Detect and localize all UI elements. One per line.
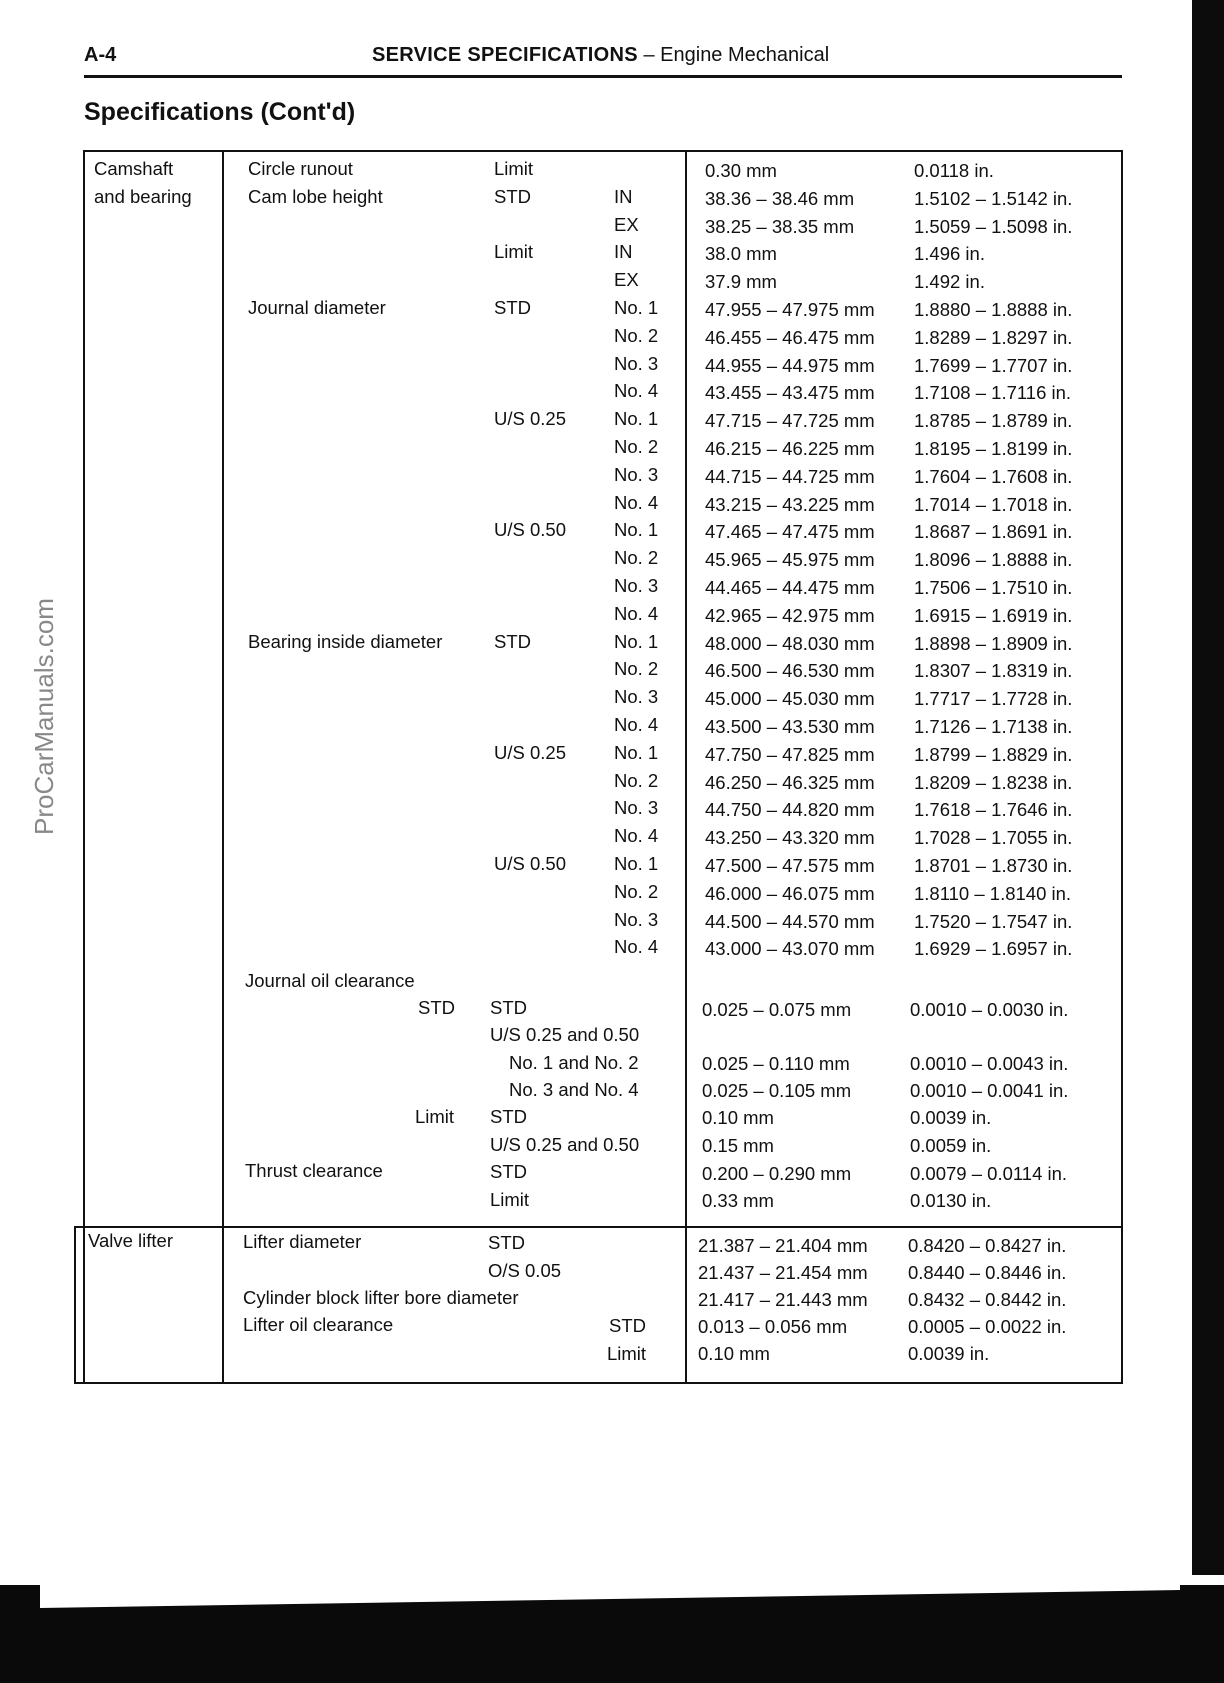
row-condition: STD [494,297,531,318]
oil-us-cond: U/S 0.25 and 0.50 [490,1024,640,1045]
row-sub: No. 2 [614,770,659,791]
lifter-oil-std-cond: STD [609,1315,646,1336]
table-left-border [83,150,85,1384]
lifter-os-mm: 21.437 – 21.454 mm [698,1262,868,1283]
oil-no12-cond: No. 1 and No. 2 [509,1052,639,1073]
row-value-in: 1.8799 – 1.8829 in. [914,744,1073,765]
row-sub: No. 4 [614,492,659,513]
row-sub: No. 3 [614,686,659,707]
lifter-oil-std-mm: 0.013 – 0.056 mm [698,1316,848,1337]
row-condition: U/S 0.25 [494,742,566,763]
row-value-mm: 43.215 – 43.225 mm [705,494,875,515]
row-value-in: 1.7126 – 1.7138 in. [914,716,1073,737]
row-value-mm: 43.250 – 43.320 mm [705,827,875,848]
oil-limit-std-in: 0.0039 in. [910,1107,992,1128]
row-sub: No. 1 [614,631,659,652]
row-sub: No. 4 [614,603,659,624]
row-value-mm: 46.000 – 46.075 mm [705,883,875,904]
row-value-mm: 45.000 – 45.030 mm [705,688,875,709]
row-value-in: 1.8701 – 1.8730 in. [914,855,1073,876]
table-right-border [1121,150,1123,1384]
row-value-mm: 47.715 – 47.725 mm [705,410,875,431]
oil-no34-cond: No. 3 and No. 4 [509,1079,639,1100]
scan-edge-bottom-lip [40,1560,1180,1608]
row-sub: IN [614,186,633,207]
row-value-mm: 44.715 – 44.725 mm [705,466,875,487]
table-left-border-lower [74,1226,76,1384]
row-value-mm: 45.965 – 45.975 mm [705,549,875,570]
row-value-in: 1.8289 – 1.8297 in. [914,327,1073,348]
watermark-text: ProCarManuals.com [29,598,59,835]
row-sub: IN [614,241,633,262]
header-rule [84,75,1122,78]
bore-diameter-title: Cylinder block lifter bore diameter [243,1287,519,1308]
row-sub: No. 3 [614,909,659,930]
lifter-std-cond: STD [488,1232,525,1253]
row-value-mm: 0.30 mm [705,160,777,181]
row-value-mm: 38.36 – 38.46 mm [705,188,855,209]
oil-no12-in: 0.0010 – 0.0043 in. [910,1053,1069,1074]
row-value-in: 1.7520 – 1.7547 in. [914,911,1073,932]
row-value-in: 1.8898 – 1.8909 in. [914,633,1073,654]
row-condition: STD [494,186,531,207]
row-value-in: 1.8785 – 1.8789 in. [914,410,1073,431]
row-sub: No. 4 [614,936,659,957]
thrust-limit-in: 0.0130 in. [910,1190,992,1211]
row-value-in: 1.6915 – 1.6919 in. [914,605,1073,626]
row-value-mm: 37.9 mm [705,271,777,292]
row-sub: No. 1 [614,519,659,540]
row-condition: Limit [494,241,534,262]
thrust-limit-mm: 0.33 mm [702,1190,774,1211]
lifter-oil-clearance-title: Lifter oil clearance [243,1314,394,1335]
row-value-mm: 44.955 – 44.975 mm [705,355,875,376]
row-sub: No. 4 [614,380,659,401]
row-value-in: 1.7604 – 1.7608 in. [914,466,1073,487]
oil-limit-std-cond: STD [490,1106,527,1127]
row-item: Cam lobe height [248,186,383,207]
row-item: Journal diameter [248,297,386,318]
row-sub: No. 2 [614,658,659,679]
row-sub: No. 2 [614,325,659,346]
row-value-mm: 46.215 – 46.225 mm [705,438,875,459]
row-value-mm: 46.455 – 46.475 mm [705,327,875,348]
row-value-mm: 43.455 – 43.475 mm [705,382,875,403]
row-value-in: 1.7014 – 1.7018 in. [914,494,1073,515]
thrust-std-mm: 0.200 – 0.290 mm [702,1163,852,1184]
oil-limit-label: Limit [415,1106,455,1127]
row-condition: U/S 0.50 [494,853,566,874]
row-sub: No. 3 [614,464,659,485]
thrust-std-in: 0.0079 – 0.0114 in. [910,1163,1068,1184]
section-title [372,44,829,67]
lifter-os-cond: O/S 0.05 [488,1260,562,1281]
row-value-mm: 47.465 – 47.475 mm [705,521,875,542]
oil-std-label: STD [418,997,455,1018]
row-value-in: 0.0118 in. [914,160,994,181]
valve-category: Valve lifter [88,1230,173,1251]
oil-limit-us-in: 0.0059 in. [910,1135,992,1156]
row-sub: No. 1 [614,297,659,318]
row-sub: No. 3 [614,575,659,596]
row-value-mm: 38.25 – 38.35 mm [705,216,855,237]
row-category: and bearing [94,186,192,207]
row-value-in: 1.5102 – 1.5142 in. [914,188,1073,209]
page-number: A-4 [84,44,117,66]
oil-std-mm: 0.025 – 0.075 mm [702,999,852,1020]
row-sub: No. 2 [614,436,659,457]
table-section-separator [74,1226,1123,1228]
row-value-in: 1.8195 – 1.8199 in. [914,438,1073,459]
table-divider-1 [222,150,224,1384]
lifter-oil-limit-mm: 0.10 mm [698,1343,770,1364]
table-divider-2 [685,150,687,1384]
row-sub: No. 1 [614,853,659,874]
oil-limit-us-mm: 0.15 mm [702,1135,774,1156]
oil-no34-in: 0.0010 – 0.0041 in. [910,1080,1069,1101]
lifter-os-in: 0.8440 – 0.8446 in. [908,1262,1067,1283]
row-value-in: 1.7618 – 1.7646 in. [914,799,1073,820]
row-value-in: 1.8307 – 1.8319 in. [914,660,1073,681]
row-value-in: 1.8096 – 1.8888 in. [914,549,1073,570]
scan-edge-bottom [0,1585,1224,1683]
row-value-in: 1.7108 – 1.7116 in. [914,382,1072,403]
oil-limit-us-cond: U/S 0.25 and 0.50 [490,1134,640,1155]
thrust-limit-cond: Limit [490,1189,530,1210]
oil-no12-mm: 0.025 – 0.110 mm [702,1053,850,1074]
row-condition: U/S 0.25 [494,408,566,429]
row-sub: EX [614,269,639,290]
thrust-std-cond: STD [490,1161,527,1182]
lifter-diameter-title: Lifter diameter [243,1231,362,1252]
row-value-in: 1.7717 – 1.7728 in. [914,688,1073,709]
oil-std-cond: STD [490,997,527,1018]
row-value-mm: 42.965 – 42.975 mm [705,605,875,626]
bore-diameter-mm: 21.417 – 21.443 mm [698,1289,868,1310]
row-value-in: 1.7699 – 1.7707 in. [914,355,1073,376]
table-bottom-border [74,1382,1123,1384]
page-subtitle: Specifications (Cont'd) [84,98,356,126]
section-title-bold: SERVICE SPECIFICATIONS [372,44,638,66]
bore-diameter-in: 0.8432 – 0.8442 in. [908,1289,1067,1310]
row-condition: U/S 0.50 [494,519,566,540]
row-value-mm: 44.750 – 44.820 mm [705,799,875,820]
row-value-mm: 44.465 – 44.475 mm [705,577,875,598]
row-value-in: 1.6929 – 1.6957 in. [914,938,1073,959]
row-value-mm: 38.0 mm [705,243,777,264]
row-item: Bearing inside diameter [248,631,443,652]
row-sub: No. 3 [614,797,659,818]
lifter-oil-limit-cond: Limit [607,1343,647,1364]
section-title-rest: – Engine Mechanical [637,44,830,66]
row-value-in: 1.7506 – 1.7510 in. [914,577,1073,598]
oil-std-in: 0.0010 – 0.0030 in. [910,999,1069,1020]
row-value-in: 1.8209 – 1.8238 in. [914,772,1073,793]
oil-no34-mm: 0.025 – 0.105 mm [702,1080,852,1101]
row-value-mm: 46.250 – 46.325 mm [705,772,875,793]
row-value-mm: 47.500 – 47.575 mm [705,855,875,876]
row-sub: No. 4 [614,714,659,735]
oil-limit-std-mm: 0.10 mm [702,1107,774,1128]
oil-clearance-title: Journal oil clearance [245,970,415,991]
scan-edge-right [1186,0,1224,1683]
row-sub: No. 3 [614,353,659,374]
row-condition: STD [494,631,531,652]
row-value-in: 1.8880 – 1.8888 in. [914,299,1073,320]
row-value-mm: 44.500 – 44.570 mm [705,911,875,932]
thrust-title: Thrust clearance [245,1160,383,1181]
row-condition: Limit [494,158,534,179]
lifter-std-mm: 21.387 – 21.404 mm [698,1235,868,1256]
row-sub: EX [614,214,639,235]
row-item: Circle runout [248,158,353,179]
row-value-in: 1.496 in. [914,243,985,264]
row-value-in: 1.5059 – 1.5098 in. [914,216,1073,237]
lifter-oil-limit-in: 0.0039 in. [908,1343,990,1364]
lifter-std-in: 0.8420 – 0.8427 in. [908,1235,1067,1256]
row-value-in: 1.492 in. [914,271,985,292]
row-sub: No. 1 [614,742,659,763]
table-top-border [83,150,1123,152]
row-value-mm: 43.500 – 43.530 mm [705,716,875,737]
row-sub: No. 1 [614,408,659,429]
row-category: Camshaft [94,158,174,179]
row-value-mm: 46.500 – 46.530 mm [705,660,875,681]
row-value-in: 1.8687 – 1.8691 in. [914,521,1073,542]
row-sub: No. 2 [614,881,659,902]
row-value-mm: 43.000 – 43.070 mm [705,938,875,959]
scan-edge-right-shadow [1192,0,1224,1575]
row-sub: No. 4 [614,825,659,846]
row-value-in: 1.8110 – 1.8140 in. [914,883,1072,904]
row-value-mm: 48.000 – 48.030 mm [705,633,875,654]
row-sub: No. 2 [614,547,659,568]
lifter-oil-std-in: 0.0005 – 0.0022 in. [908,1316,1067,1337]
row-value-mm: 47.955 – 47.975 mm [705,299,875,320]
row-value-mm: 47.750 – 47.825 mm [705,744,875,765]
row-value-in: 1.7028 – 1.7055 in. [914,827,1073,848]
